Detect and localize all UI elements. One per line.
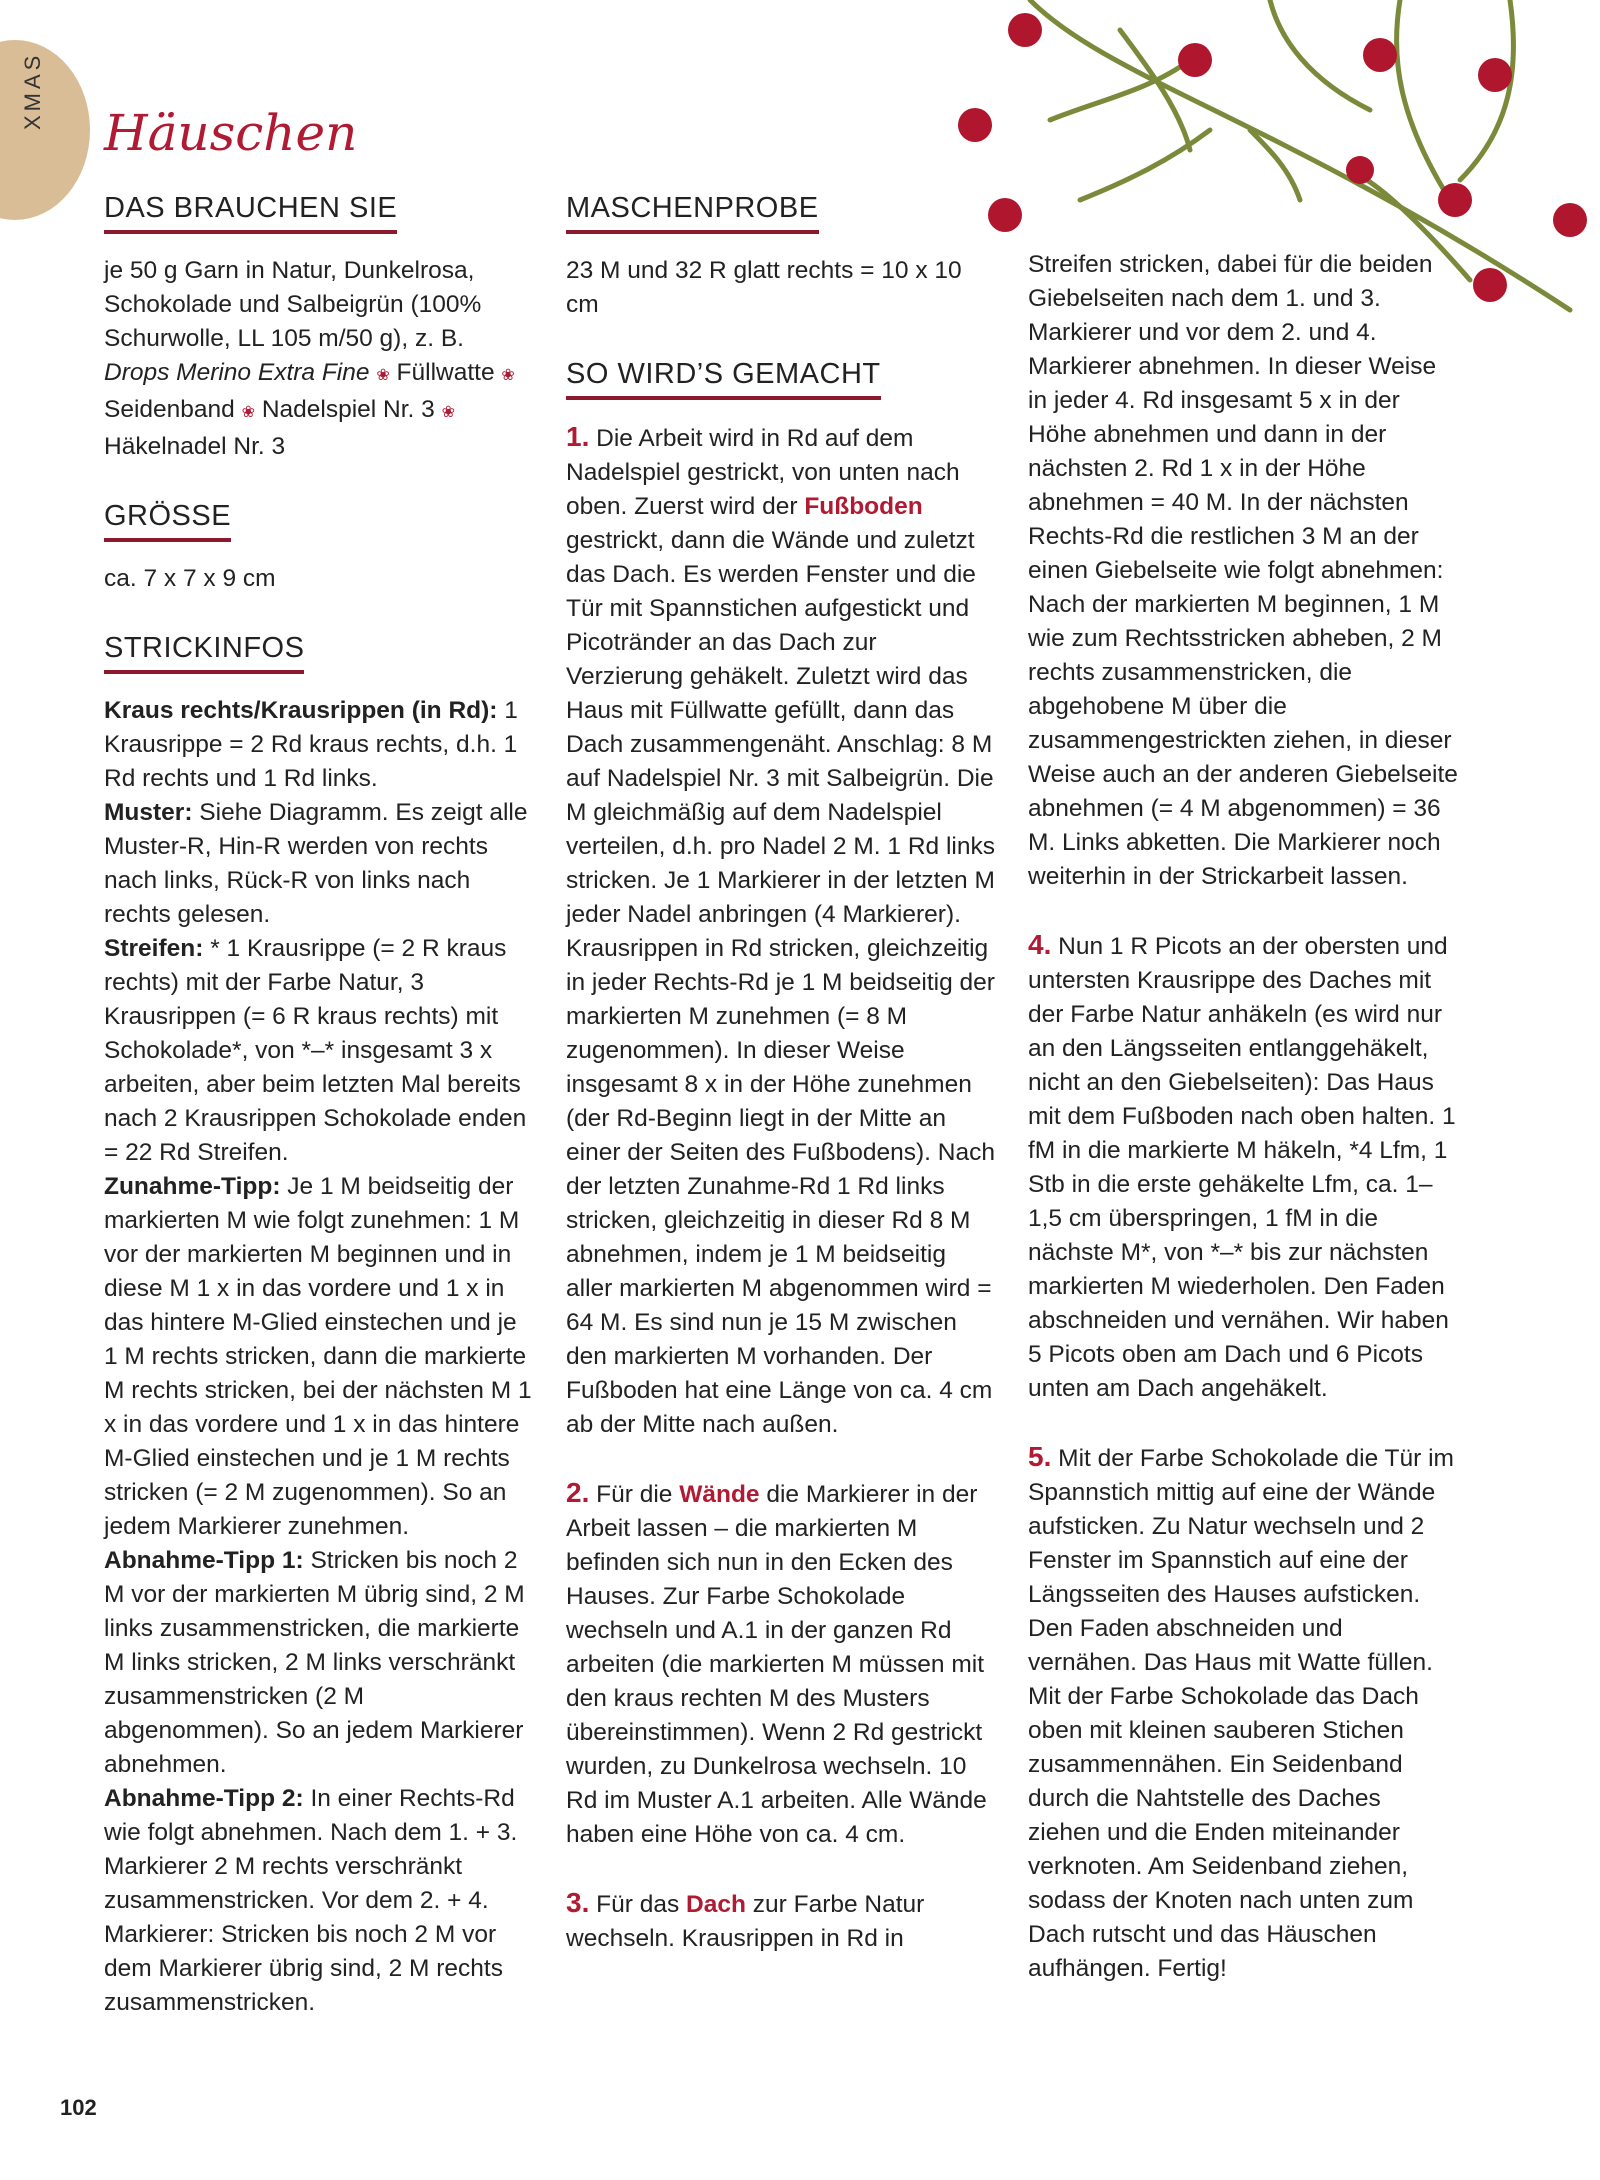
- steps-heading: SO WIRD’S GEMACHT: [566, 356, 881, 400]
- material-item: Seidenband: [104, 396, 235, 423]
- paragraph: [1028, 248, 1458, 894]
- step-number: 5.: [1028, 1441, 1052, 1472]
- column-middle: [566, 190, 996, 1990]
- paragraph: [1028, 1440, 1458, 1986]
- infos-heading: STRICKINFOS: [104, 630, 304, 674]
- paragraph: [104, 1544, 534, 1782]
- text: * 1 Krausrippe (= 2 R kraus rechts) mit der Farbe Natur, 3 Krausrippen (= 6 R kraus rechts) mit Schokolade*, von *–* insgesamt 3 x arbeiten, aber beim letzten Mal bereits nach 2 Krausrippen Schokolade enden = 22 Rd Streifen.: [104, 935, 527, 1166]
- highlight-term: Fußboden: [804, 493, 923, 520]
- term-label: Abnahme-Tipp 1:: [104, 1547, 304, 1574]
- page-number: 102: [60, 2095, 97, 2120]
- term-label: Streifen:: [104, 935, 204, 962]
- page-title: Häuschen: [104, 104, 358, 162]
- steps-body-middle: [566, 420, 996, 1956]
- paragraph: [566, 1886, 996, 1956]
- text: die Markierer in der Arbeit lassen – die markierten M befinden sich nun in den Ecken des Hauses. Zur Farbe Schokolade wechseln und A.1 in der ganzen Rd arbeiten (die markierten M müssen mit den kraus rechten M des Musters übereinstimmen). Wenn 2 Rd gestrickt wurden, zu Dunkelrosa wechseln. 10 Rd im Muster A.1 arbeiten. Alle Wände haben eine Höhe von ca. 4 cm.: [566, 1481, 987, 1848]
- text: In einer Rechts-Rd wie folgt abnehmen. Nach dem 1. + 3. Markierer 2 M rechts verschränkt zusammenstricken. Vor dem 2. + 4. Markierer: Stricken bis noch 2 M vor dem Markierer übrig sind, 2 M rechts zusammenstricken.: [104, 1785, 518, 2016]
- highlight-term: Wände: [679, 1481, 760, 1508]
- term-label: Zunahme-Tipp:: [104, 1173, 281, 1200]
- materials-section: [104, 190, 534, 464]
- term-label: Muster:: [104, 799, 193, 826]
- step-number: 2.: [566, 1477, 590, 1508]
- column-left: [104, 190, 534, 2054]
- text: gestrickt, dann die Wände und zuletzt das Dach. Es werden Fenster und die Tür mit Spannstichen aufgestickt und Picotränder an das Dach zur Verzierung gehäkelt. Zuletzt wird das Haus mit Füllwatte gefüllt, dann das Dach zusammengenäht. Anschlag: 8 M auf Nadelspiel Nr. 3 mit Salbeigrün. Die M gleichmäßig auf dem Nadelspiel verteilen, d.h. pro Nadel 2 M. 1 Rd links stricken. Je 1 Markierer in der letzten M jeder Nadel anbringen (4 Markierer). Krausrippen in Rd stricken, gleichzeitig in jeder Rechts-Rd je 1 M beidseitig der markierten M zunehmen (= 8 M zugenommen). In dieser Weise insgesamt 8 x in der Höhe zunehmen (der Rd-Beginn liegt in der Mitte an einer der Seiten des Fußbodens). Nach der letzten Zunahme-Rd 1 Rd links stricken, gleichzeitig in dieser Rd 8 M abnehmen, indem je 1 M beidseitig aller markierten M abgenommen wird = 64 M. Es sind nun je 15 M zwischen den markierten M vorhanden. Der Fußboden hat eine Länge von ca. 4 cm ab der Mitte nach außen.: [566, 527, 995, 1438]
- paragraph: [104, 1170, 534, 1544]
- paragraph: [104, 796, 534, 932]
- term-label: Abnahme-Tipp 2:: [104, 1785, 304, 1812]
- highlight-term: Dach: [686, 1891, 746, 1918]
- paragraph: [104, 1782, 534, 2020]
- term-label: Kraus rechts/Krausrippen (in Rd):: [104, 697, 498, 724]
- gauge-heading: MASCHENPROBE: [566, 190, 819, 234]
- bullet-icon: ❀: [241, 404, 256, 421]
- materials-heading: DAS BRAUCHEN SIE: [104, 190, 397, 234]
- text: Streifen stricken, dabei für die beiden Giebelseiten nach dem 1. und 3. Markierer und vor dem 2. und 4. Markierer abnehmen. In dieser Weise in jeder 4. Rd insgesamt 5 x in der Höhe abnehmen und dann in der nächsten 2. Rd 1 x in der Höhe abnehmen = 40 M. In der nächsten Rechts-Rd die restlichen 3 M an der einen Giebelseite wie folgt abnehmen: Nach der markierten M beginnen, 1 M wie zum Rechtsstricken abheben, 2 M rechts zusammenstricken, die abgehobene M über die zusammengestrickten ziehen, in dieser Weise auch an der anderen Giebelseite abnehmen (= 4 M abgenommen) = 36 M. Links abketten. Die Markierer noch weiterhin in der Strickarbeit lassen.: [1028, 251, 1458, 890]
- paragraph: [104, 932, 534, 1170]
- step-number: 3.: [566, 1887, 590, 1918]
- text: Nun 1 R Picots an der obersten und untersten Krausrippe des Daches mit der Farbe Natur anhäkeln (es wird nur an den Längsseiten entlanggehäkelt, nicht an den Giebelseiten): Das Haus mit dem Fußboden nach oben halten. 1 fM in die markierte M häkeln, *4 Lfm, 1 Stb in die erste gehäkelte Lfm, ca. 1–1,5 cm überspringen, 1 fM in die nächste M*, von *–* bis zur nächsten markierten M wiederholen. Den Faden abschneiden und vernähen. Wir haben 5 Picots oben am Dach und 6 Picots unten am Dach angehäkelt.: [1028, 933, 1456, 1402]
- paragraph: [104, 694, 534, 796]
- gauge-text: 23 M und 32 R glatt rechts = 10 x 10 cm: [566, 257, 962, 318]
- text: Die Arbeit wird in Rd auf dem Nadelspiel gestrickt, von unten nach oben. Zuerst wird der: [566, 425, 960, 520]
- size-heading: GRÖSSE: [104, 498, 231, 542]
- material-item: Häkelnadel Nr. 3: [104, 433, 286, 460]
- text: Für das: [589, 1891, 687, 1918]
- steps-body-right: [1028, 248, 1458, 1986]
- materials-intro: je 50 g Garn in Natur, Dunkelrosa, Schokolade und Salbeigrün (100% Schurwolle, LL 105 m/50 g), z. B.: [104, 257, 482, 352]
- steps-section: [566, 356, 996, 1956]
- bullet-icon: ❀: [376, 367, 390, 384]
- text: 1 Krausrippe = 2 Rd kraus rechts, d.h. 1 Rd rechts und 1 Rd links.: [104, 697, 518, 792]
- size-text: ca. 7 x 7 x 9 cm: [104, 565, 276, 592]
- gauge-section: [566, 190, 996, 322]
- section-tab-label: XMAS: [20, 51, 45, 130]
- paragraph: [1028, 928, 1458, 1406]
- bullet-icon: ❀: [441, 404, 455, 421]
- text: zur Farbe Natur wechseln. Krausrippen in Rd in: [566, 1891, 925, 1952]
- size-section: [104, 498, 534, 596]
- materials-text: [104, 254, 534, 464]
- paragraph: [566, 1476, 996, 1852]
- infos-body: [104, 694, 534, 2020]
- bullet-icon: ❀: [501, 367, 515, 384]
- infos-section: [104, 630, 534, 2020]
- text: Mit der Farbe Schokolade die Tür im Spannstich mittig auf eine der Wände aufsticken. Zu Natur wechseln und 2 Fenster im Spannstich auf eine der Längsseiten des Hauses aufsticken. Den Faden abschneiden und vernähen. Das Haus mit Watte füllen. Mit der Farbe Schokolade das Dach oben mit kleinen sauberen Stichen zusammennähen. Ein Seidenband durch die Nahtstelle des Daches ziehen und die Enden miteinander verknoten. Am Seidenband ziehen, sodass der Knoten nach unten zum Dach rutscht und das Häuschen aufhängen. Fertig!: [1028, 1445, 1454, 1982]
- text: Siehe Diagramm. Es zeigt alle Muster-R, Hin-R werden von rechts nach links, Rück-R von links nach rechts gelesen.: [104, 799, 528, 928]
- text: Für die: [589, 1481, 680, 1508]
- materials-brand: Drops Merino Extra Fine: [104, 359, 370, 386]
- material-item: Nadelspiel Nr. 3: [261, 396, 435, 423]
- step-number: 1.: [566, 421, 590, 452]
- column-right: [1028, 248, 1458, 2020]
- paragraph: [566, 420, 996, 1442]
- material-item: Füllwatte: [396, 359, 495, 386]
- text: Stricken bis noch 2 M vor der markierten M übrig sind, 2 M links zusammenstricken, die markierte M links stricken, 2 M links verschränkt zusammenstricken (2 M abgenommen). So an jedem Markierer abnehmen.: [104, 1547, 525, 1778]
- text: Je 1 M beidseitig der markierten M wie folgt zunehmen: 1 M vor der markierten M beginnen und in diese M 1 x in das vordere und 1 x in das hintere M-Glied einstechen und je 1 M rechts stricken, dann die markierte M rechts stricken, bei der nächsten M 1 x in das vordere und 1 x in das hintere M-Glied einstechen und je 1 M rechts stricken (= 2 M zugenommen). So an jedem Markierer zunehmen.: [104, 1173, 532, 1540]
- step-number: 4.: [1028, 929, 1052, 960]
